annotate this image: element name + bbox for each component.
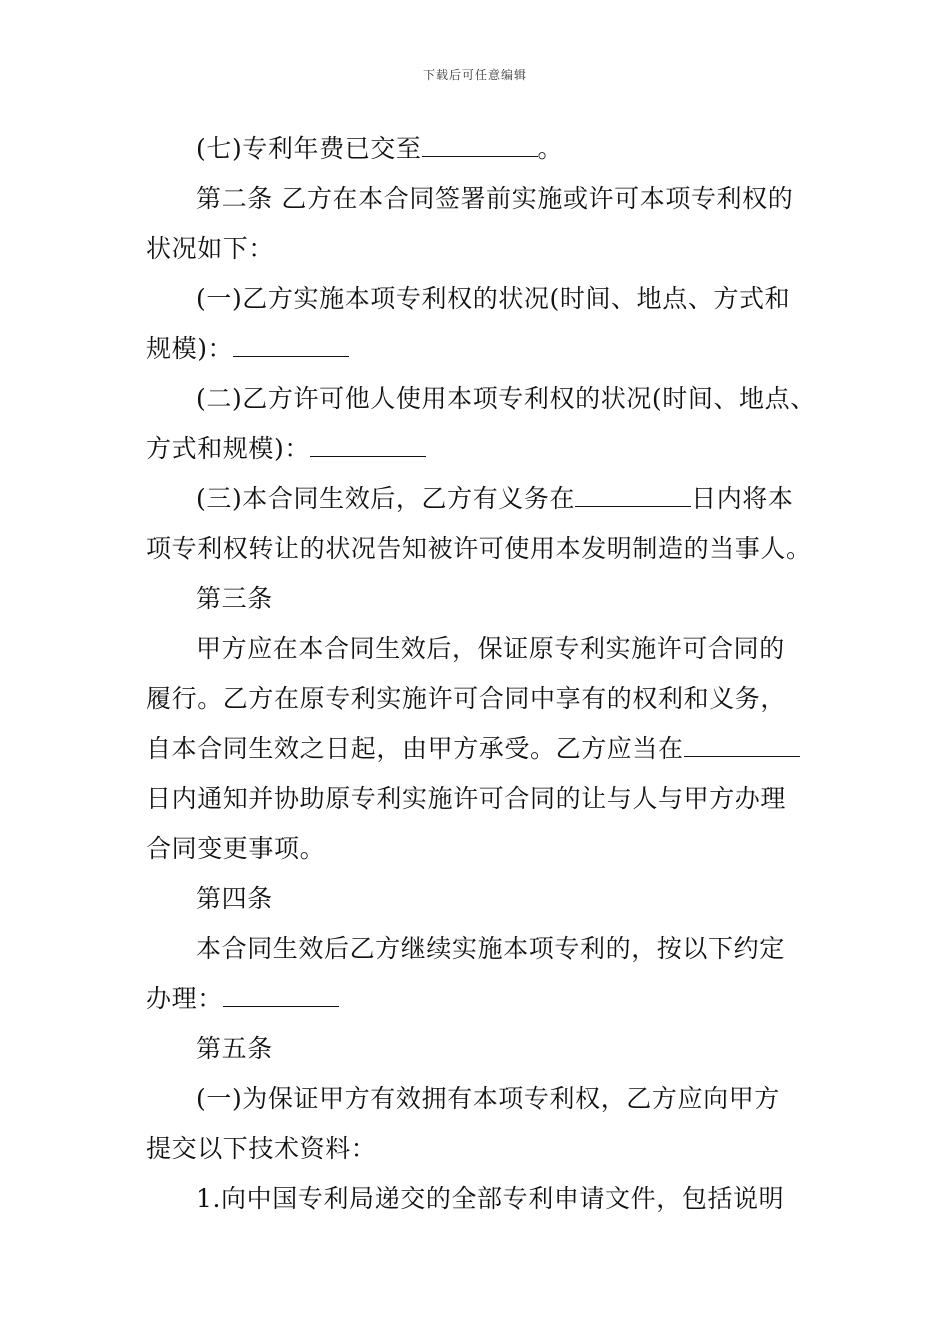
document-line — [146, 824, 811, 874]
fill-in-blank — [233, 336, 349, 357]
line-text: 履行。乙方在原专利实施许可合同中享有的权利和义务， — [146, 684, 787, 713]
line-text: (三)本合同生效后，乙方有义务在 — [196, 484, 576, 513]
document-line — [146, 724, 811, 774]
line-text: 第五条 — [196, 1034, 273, 1063]
document-line — [146, 1124, 811, 1174]
line-text: 日内通知并协助原专利实施许可合同的让与人与甲方办理 — [146, 784, 787, 813]
document-line — [146, 274, 811, 324]
line-text: 项专利权转让的状况告知被许可使用本发明制造的当事人。 — [146, 534, 812, 563]
document-line — [146, 874, 811, 924]
document-line — [146, 674, 811, 724]
fill-in-blank — [575, 486, 691, 507]
document-line — [146, 224, 811, 274]
line-text: 第四条 — [196, 884, 273, 913]
page-header: 下载后可任意编辑 — [422, 68, 527, 82]
line-text: 1.向中国专利局递交的全部专利申请文件，包括说明 — [196, 1184, 785, 1213]
document-line — [146, 324, 811, 374]
line-text: 合同变更事项。 — [146, 834, 326, 863]
fill-in-blank — [422, 136, 538, 157]
fill-in-blank — [310, 436, 426, 457]
line-text: 方式和规模)： — [146, 434, 310, 463]
document-line — [146, 424, 811, 474]
fill-in-blank — [684, 736, 800, 757]
line-text: (一)为保证甲方有效拥有本项专利权，乙方应向甲方 — [196, 1084, 780, 1113]
line-text: 自本合同生效之日起，由甲方承受。乙方应当在 — [146, 734, 684, 763]
document-line — [146, 124, 811, 174]
line-text: 第三条 — [196, 584, 273, 613]
document-line — [146, 924, 811, 974]
document-line — [146, 574, 811, 624]
document-line — [146, 1074, 811, 1124]
line-text: 本合同生效后乙方继续实施本项专利的，按以下约定 — [196, 934, 785, 963]
document-line — [146, 1174, 811, 1224]
line-text: 规模)： — [146, 334, 234, 363]
line-text-after-blank: 。 — [537, 134, 564, 163]
document-line — [146, 774, 811, 824]
document-line — [146, 974, 811, 1024]
fill-in-blank — [223, 986, 339, 1007]
line-text: (一)乙方实施本项专利权的状况(时间、地点、方式和 — [196, 284, 791, 313]
document-body — [146, 124, 816, 1224]
document-line — [146, 474, 811, 524]
line-text-after-blank: 日内将本 — [691, 484, 794, 513]
document-line — [146, 524, 811, 574]
document-line — [146, 374, 816, 424]
line-text: 第二条 乙方在本合同签署前实施或许可本项专利权的 — [196, 184, 794, 213]
line-text: 状况如下： — [146, 234, 275, 263]
document-line — [146, 1024, 811, 1074]
line-text: (七)专利年费已交至 — [196, 134, 422, 163]
document-line — [146, 174, 811, 224]
line-text: 提交以下技术资料： — [146, 1134, 377, 1163]
document-line — [146, 624, 811, 674]
line-text: 办理： — [146, 984, 223, 1013]
line-text: 甲方应在本合同生效后，保证原专利实施许可合同的 — [196, 634, 785, 663]
line-text: (二)乙方许可他人使用本项专利权的状况(时间、地点、 — [196, 384, 816, 413]
